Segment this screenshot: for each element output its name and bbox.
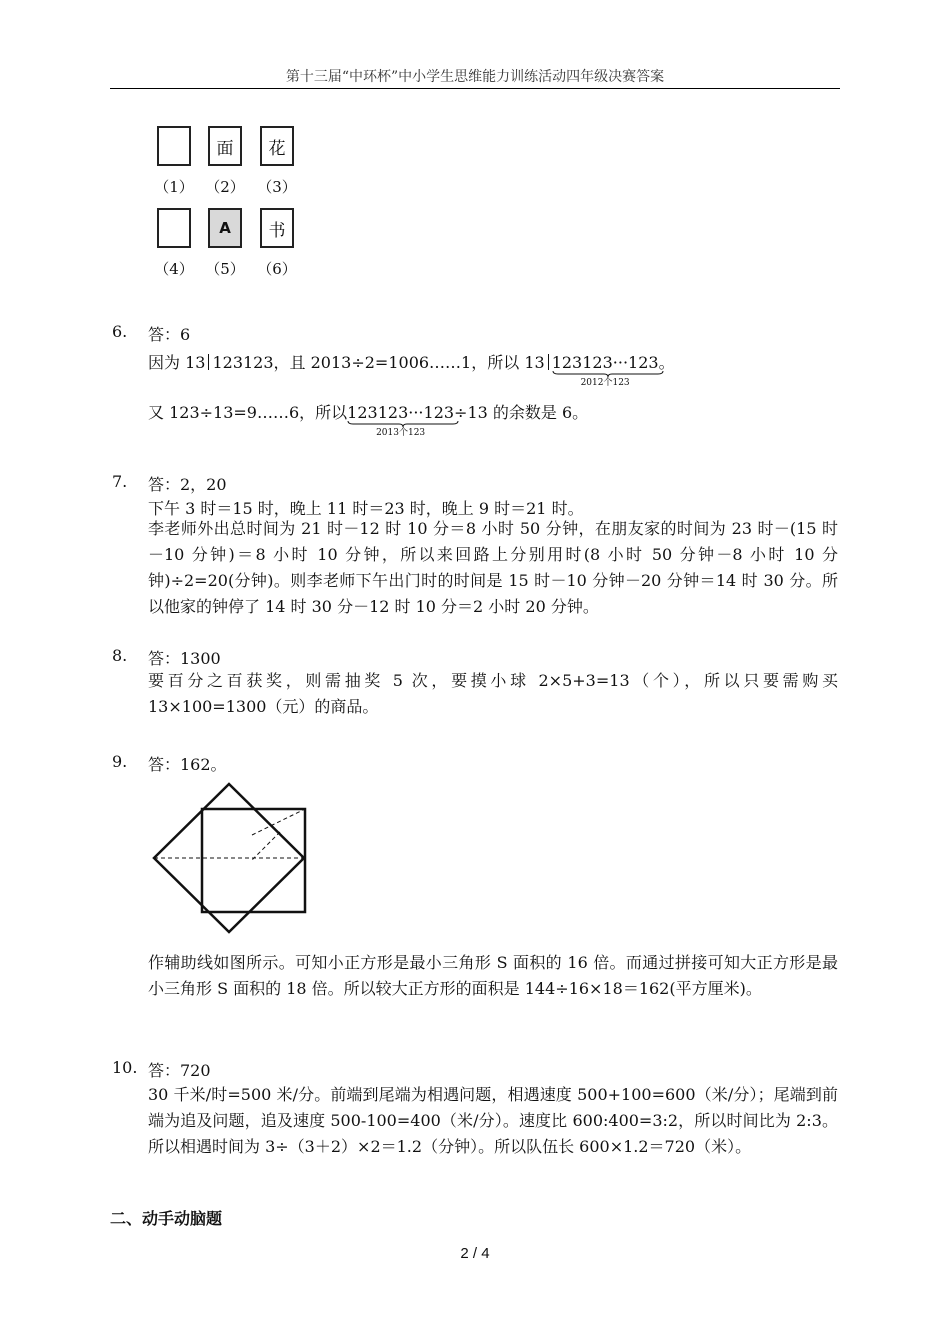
q8-paragraph: 要百分之百获奖，则需抽奖 5 次，要摸小球 2×5+3=13（个），所以只要需购买 13×100=1300（元）的商品。 [148,671,838,716]
underbrace-2012 [551,353,659,388]
q9-number: 9. [112,752,128,771]
underbrace-2013 [347,403,455,438]
card-1 [157,126,191,166]
q6-line2-b: 123123···123 [347,403,455,422]
q6-answer: 答：6 [148,325,191,344]
q8-answer: 答：1300 [148,649,221,668]
q6-line1-d: 。 [658,353,675,372]
card-label-3: （3） [257,178,297,196]
card-label-2: （2） [205,178,245,196]
card-3: 花 [260,126,294,166]
card-6: 书 [260,208,294,248]
page-number: 2 / 4 [460,1245,490,1262]
q6-line1 [148,350,675,388]
divides-bar [548,354,549,370]
q7-answer: 答：2，20 [148,475,227,494]
q7-paragraph: 李老师外出总时间为 21 时－12 时 10 分＝8 小时 50 分钟，在朋友家的时间为 23 时－(15 时－10 分钟)＝8 小时 10 分钟，所以来回路上分别用时(8 小时 50 分钟－8 小时 10 分钟)÷2=20(分钟)。则李老师下午出门时的时间是 15 时－10 分钟－20 分钟＝14 时 30 分。所以他家的钟停了 14 时 30 分－12 时 10 分＝2 小时 20 分钟。 [148,519,838,616]
section-title: 二、动手动脑题 [110,1209,223,1228]
q6-line1-b: 123123，且 2013÷2=1006……1，所以 13 [212,353,545,372]
q8-number: 8. [112,646,128,665]
page-header: 第十三届“中环杯”中小学生思维能力训练活动四年级决赛答案 [285,69,665,85]
card-4 [157,208,191,248]
q9-answer: 答：162。 [148,755,227,774]
q6-line2-a: 又 123÷13=9……6，所以 [148,403,348,422]
card-label-4: （4） [154,260,194,278]
q6-line1-c: 123123···123 [551,353,659,372]
card-2: 面 [208,126,242,166]
q10-answer: 答：720 [148,1061,211,1080]
card-label-6: （6） [257,260,297,278]
q9-paragraph: 作辅助线如图所示。可知小正方形是最小三角形 S 面积的 16 倍。而通过拼接可知大正方形是最小三角形 S 面积的 18 倍。所以较大正方形的面积是 144÷16×18＝162(平方厘米)。 [148,953,838,998]
q10-paragraph: 30 千米/时=500 米/分。前端到尾端为相遇问题，相遇速度 500+100=600（米/分）；尾端到前端为追及问题，追及速度 500-100=400（米/分）。速度比 600:400=3:2，所以时间比为 2:3。所以相遇时间为 3÷（3＋2）×2＝1.2（分钟）。所以队伍长 600×1.2＝720（米）。 [148,1085,838,1156]
squares-figure [150,780,308,938]
header-rule [110,88,840,89]
card-label-1: （1） [154,178,194,196]
q10-number: 10. [112,1058,138,1077]
q6-line2 [148,400,589,438]
q6-line1-a: 因为 13 [148,353,206,372]
divides-bar [208,354,209,370]
card-5: A [208,208,242,248]
q6-number: 6. [112,322,128,341]
q6-line2-c: ÷13 的余数是 6。 [454,403,589,422]
inner-square [202,809,305,912]
card-label-5: （5） [205,260,245,278]
q7-number: 7. [112,472,128,491]
q7-line1: 下午 3 时＝15 时，晚上 11 时＝23 时，晚上 9 时＝21 时。 [148,499,584,518]
brace-note-2013: 2013个123 [376,428,426,438]
brace-note-2012: 2012个123 [580,378,630,388]
